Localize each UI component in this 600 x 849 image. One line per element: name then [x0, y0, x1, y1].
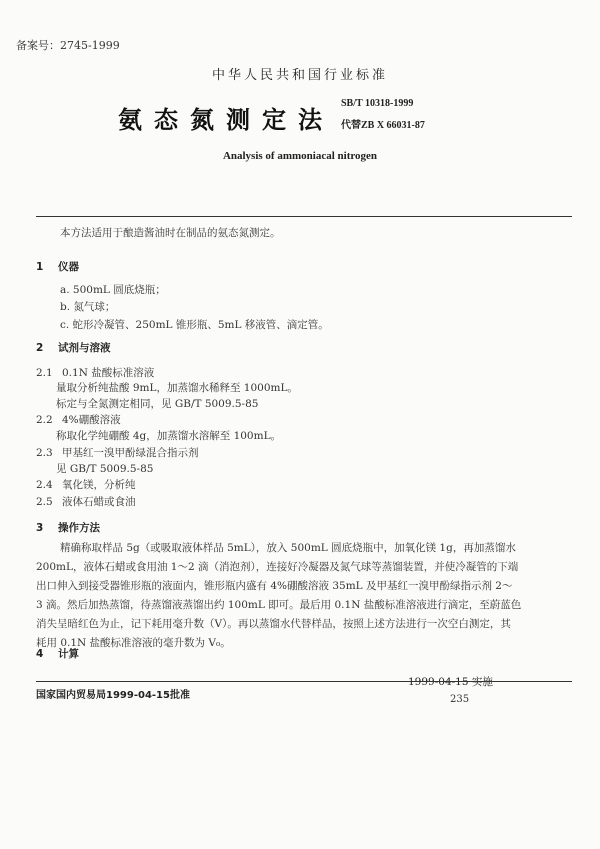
subsection-title: 0.1N 盐酸标准溶液 — [62, 367, 155, 379]
subsection-heading — [36, 445, 199, 460]
subsection-number: 2.4 — [36, 479, 53, 491]
section-heading — [36, 340, 111, 355]
section-number: 1 — [36, 261, 44, 273]
standard-code: SB/T 10318-1999 — [341, 98, 414, 109]
section-title: 操作方法 — [58, 522, 100, 534]
subsection-line: 称取化学纯硼酸 4g，加蒸馏水溶解至 100mL。 — [56, 430, 282, 442]
subsection-number: 2.2 — [36, 414, 53, 426]
subsection-heading — [36, 494, 136, 509]
subsection-title: 液体石蜡或食油 — [62, 496, 136, 508]
subsection-number: 2.3 — [36, 447, 53, 459]
section-title: 试剂与溶液 — [58, 342, 111, 354]
page-number: 235 — [450, 694, 470, 705]
list-item: b. 氮气球； — [60, 301, 116, 313]
subsection-line: 标定与全氮测定相同，见 GB/T 5009.5-85 — [56, 398, 259, 410]
section-number: 2 — [36, 342, 44, 354]
procedure-line: 消失呈暗红色为止，记下耗用毫升数（V）。再以蒸馏水代替样品，按照上述方法进行一次空白测定，其 — [36, 618, 511, 630]
filing-number: 备案号：2745-1999 — [16, 39, 120, 52]
english-title: Analysis of ammoniacal nitrogen — [222, 150, 378, 162]
subsection-line: 量取分析纯盐酸 9mL，加蒸馏水稀释至 1000mL。 — [56, 382, 298, 394]
header-divider — [36, 216, 572, 217]
section-title: 计算 — [58, 648, 79, 660]
section-heading — [36, 520, 100, 535]
subsection-number: 2.1 — [36, 367, 53, 379]
replaces-standard: 代替ZB X 66031-87 — [341, 120, 425, 131]
procedure-line: 3 滴。然后加热蒸馏，待蒸馏液蒸馏出约 100mL 即可。最后用 0.1N 盐酸标准溶液进行滴定，至蔚蓝色 — [36, 599, 522, 611]
subsection-heading — [36, 477, 136, 492]
document-title: 氨态氮测定法 — [118, 106, 334, 134]
footer-divider — [36, 681, 572, 682]
procedure-line: 200mL，液体石蜡或食用油 1～2 滴（消泡剂），连接好冷凝器及氮气球等蒸馏装置，并使冷凝管的下端 — [36, 561, 519, 573]
section-heading — [36, 646, 79, 661]
approval-note: 国家国内贸易局1999-04-15批准 — [36, 690, 190, 701]
procedure-line: 耗用 0.1N 盐酸标准溶液的毫升数为 V₀。 — [36, 637, 231, 649]
standard-category: 中华人民共和国行业标准 — [211, 68, 388, 83]
list-item: a. 500mL 圆底烧瓶； — [60, 284, 166, 296]
effective-date: 1999-04-15 实施 — [408, 676, 493, 688]
procedure-line: 精确称取样品 5g（或吸取液体样品 5mL），放入 500mL 圆底烧瓶中，加氧化镁 1g，再加蒸馏水 — [60, 542, 516, 554]
procedure-line: 出口伸入到接受器锥形瓶的液面内，锥形瓶内盛有 4%硼酸溶液 35mL 及甲基红一溴甲酚绿指示剂 2～ — [36, 580, 513, 592]
section-title: 仪器 — [58, 261, 79, 273]
section-number: 4 — [36, 648, 44, 660]
section-heading — [36, 259, 79, 274]
subsection-heading — [36, 412, 121, 427]
subsection-heading — [36, 365, 154, 380]
list-item: c. 蛇形冷凝管、250mL 锥形瓶、5mL 移液管、滴定管。 — [60, 319, 329, 331]
intro-text: 本方法适用于酿造酱油时在制品的氨态氮测定。 — [60, 227, 281, 239]
subsection-title: 甲基红一溴甲酚绿混合指示剂 — [62, 447, 199, 459]
subsection-number: 2.5 — [36, 496, 53, 508]
section-number: 3 — [36, 522, 44, 534]
subsection-title: 氧化镁，分析纯 — [62, 479, 136, 491]
subsection-title: 4%硼酸溶液 — [62, 414, 121, 426]
subsection-line: 见 GB/T 5009.5-85 — [56, 463, 154, 475]
